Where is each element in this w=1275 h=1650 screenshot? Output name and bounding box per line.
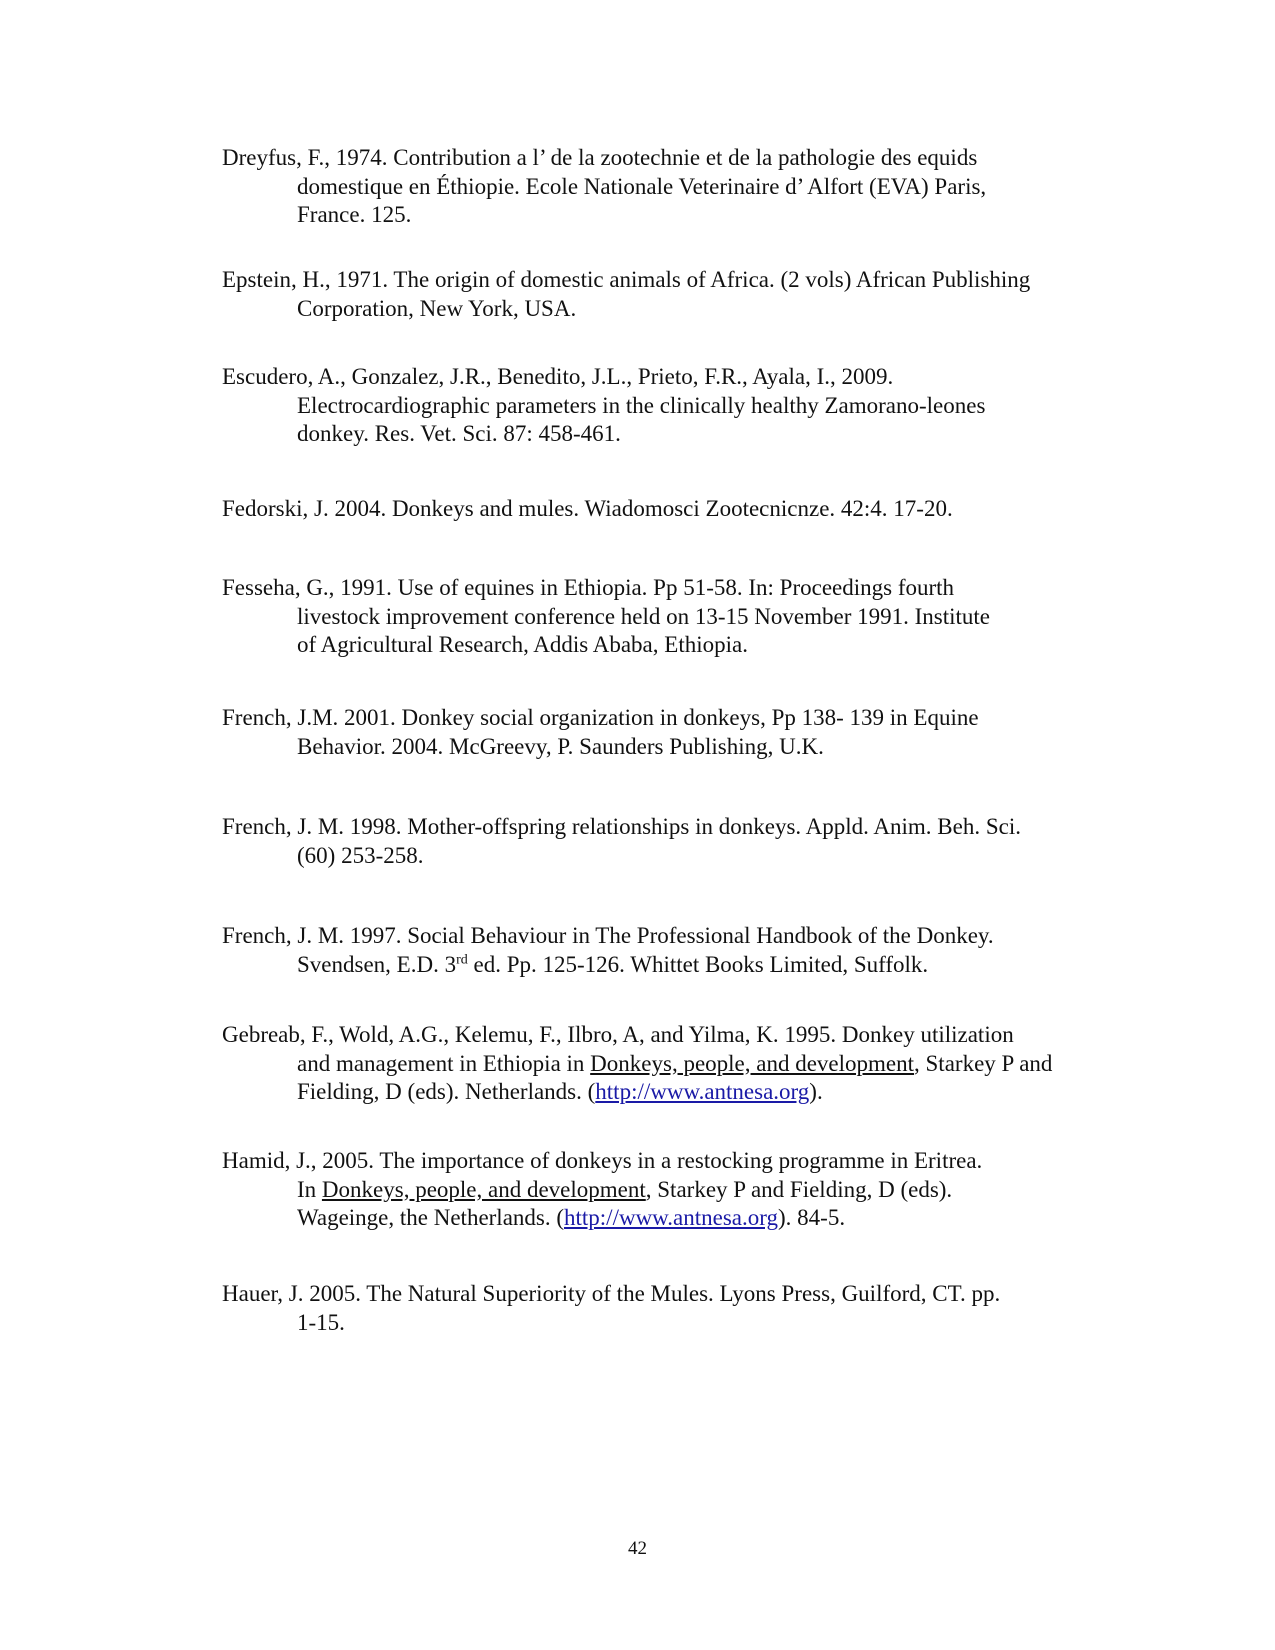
reference-line: Epstein, H., 1971. The origin of domestic animals of Africa. (2 vols) African Publishing: [222, 267, 1031, 292]
reference-text: ed. Pp. 125-126. Whittet Books Limited, Suffolk.: [467, 951, 929, 977]
reference-line: [222, 1204, 1122, 1233]
reference-line: 1-15.: [297, 1309, 345, 1335]
reference-hauer-2005: [222, 1280, 1122, 1337]
reference-text: , Starkey P and Fielding, D (eds).: [645, 1176, 953, 1202]
reference-line: Corporation, New York, USA.: [297, 295, 577, 321]
reference-text: Fielding, D (eds). Netherlands. (: [297, 1079, 596, 1104]
reference-line: Hauer, J. 2005. The Natural Superiority of the Mules. Lyons Press, Guilford, CT. pp.: [222, 1281, 1001, 1306]
reference-french-2001: [222, 704, 1122, 761]
reference-line: France. 125.: [297, 202, 412, 227]
reference-line: [222, 951, 1122, 980]
reference-text: ).: [809, 1079, 823, 1104]
reference-text: , Starkey P and: [914, 1050, 1053, 1076]
reference-line: Electrocardiographic parameters in the clinically healthy Zamorano-leones: [297, 392, 986, 418]
reference-text: ). 84-5.: [778, 1205, 846, 1230]
reference-epstein-1971: [222, 266, 1122, 323]
reference-line: [222, 1050, 1122, 1079]
reference-line: livestock improvement conference held on 13-15 November 1991. Institute: [297, 603, 990, 629]
page-number: 42: [628, 1538, 647, 1559]
reference-line: (60) 253-258.: [297, 842, 424, 868]
reference-text: In: [297, 1176, 322, 1202]
reference-gebreab-1995: [222, 1021, 1122, 1107]
reference-escudero-2009: [222, 363, 1122, 449]
reference-french-1998: [222, 813, 1122, 870]
reference-line: donkey. Res. Vet. Sci. 87: 458-461.: [297, 421, 621, 446]
book-title: Donkeys, people, and development: [321, 1176, 646, 1202]
reference-line: Behavior. 2004. McGreevy, P. Saunders Publishing, U.K.: [297, 733, 824, 759]
reference-line: Hamid, J., 2005. The importance of donkeys in a restocking programme in Eritrea.: [222, 1148, 983, 1173]
reference-line: Fesseha, G., 1991. Use of equines in Ethiopia. Pp 51-58. In: Proceedings fourth: [222, 575, 955, 600]
reference-text: and management in Ethiopia in: [297, 1050, 591, 1076]
reference-text: Svendsen, E.D. 3: [297, 951, 457, 977]
ordinal-superscript: rd: [456, 951, 468, 967]
reference-line: French, J. M. 1998. Mother-offspring relationships in donkeys. Appld. Anim. Beh. Sci.: [222, 814, 1021, 839]
book-title: Donkeys, people, and development: [590, 1050, 915, 1076]
reference-line: Dreyfus, F., 1974. Contribution a l’ de la zootechnie et de la pathologie des equids: [222, 145, 978, 170]
reference-line: Escudero, A., Gonzalez, J.R., Benedito, J.L., Prieto, F.R., Ayala, I., 2009.: [222, 364, 894, 389]
reference-line: domestique en Éthiopie. Ecole Nationale Veterinaire d’ Alfort (EVA) Paris,: [297, 173, 987, 199]
reference-hamid-2005: [222, 1147, 1122, 1233]
reference-line: French, J. M. 1997. Social Behaviour in The Professional Handbook of the Donkey.: [222, 923, 994, 948]
reference-fedorski-2004: [222, 495, 1122, 524]
reference-line: Fedorski, J. 2004. Donkeys and mules. Wiadomosci Zootecnicnze. 42:4. 17-20.: [222, 496, 953, 521]
reference-text: Wageinge, the Netherlands. (: [297, 1205, 565, 1230]
antnesa-link[interactable]: http://www.antnesa.org: [564, 1205, 779, 1230]
reference-french-1997: [222, 922, 1122, 979]
reference-fesseha-1991: [222, 574, 1122, 660]
reference-line: of Agricultural Research, Addis Ababa, Ethiopia.: [297, 632, 748, 657]
antnesa-link[interactable]: http://www.antnesa.org: [595, 1079, 810, 1104]
reference-line: French, J.M. 2001. Donkey social organization in donkeys, Pp 138- 139 in Equine: [222, 705, 979, 730]
reference-dreyfus-1974: [222, 144, 1122, 230]
reference-line: [222, 1078, 1122, 1107]
reference-line: Gebreab, F., Wold, A.G., Kelemu, F., Ilbro, A, and Yilma, K. 1995. Donkey utilization: [222, 1022, 1014, 1047]
reference-line: [222, 1176, 1122, 1205]
